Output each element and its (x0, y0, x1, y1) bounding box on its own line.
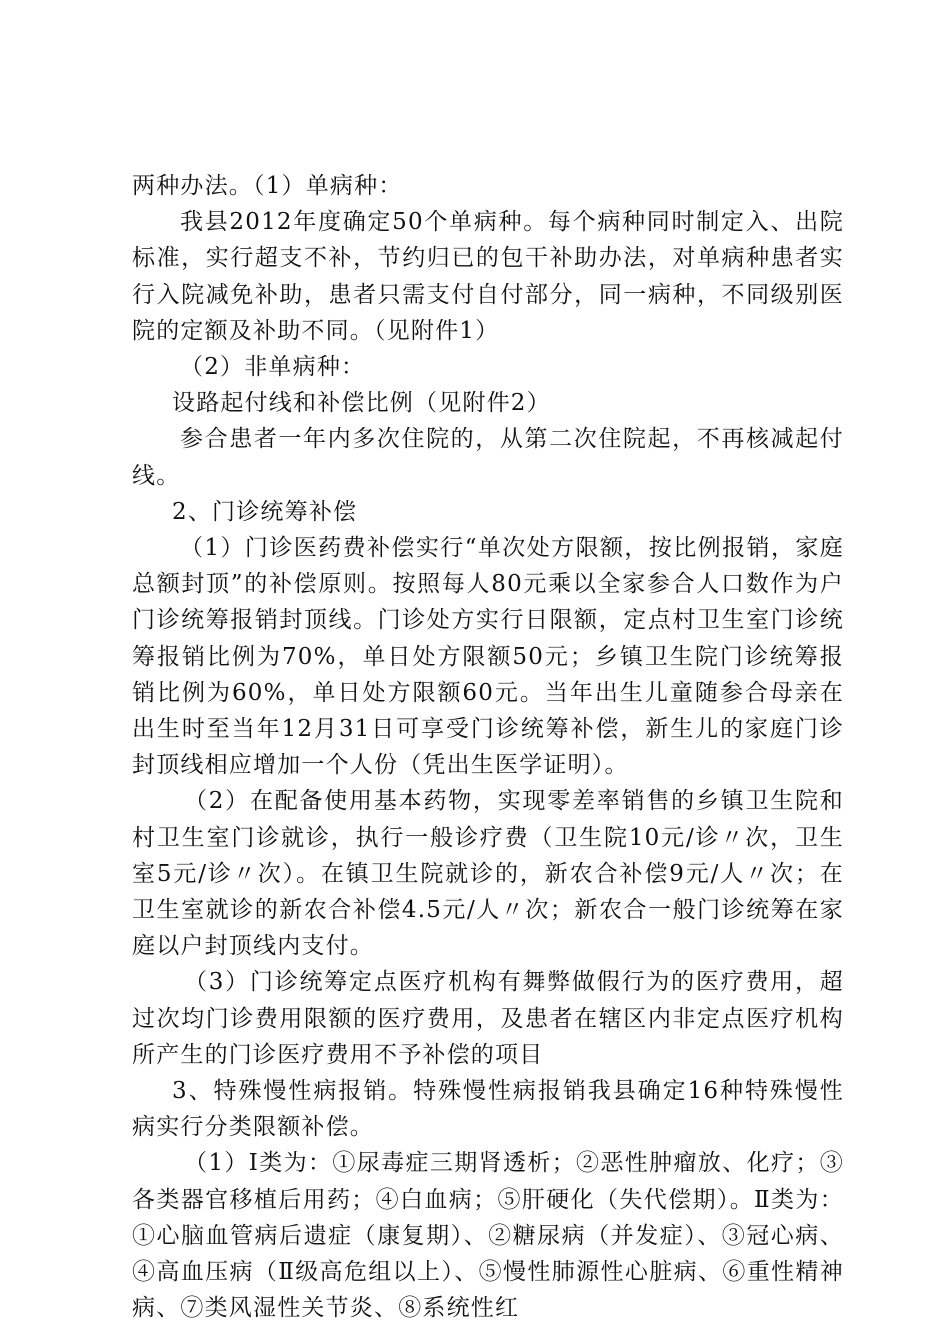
paragraph-essential-drugs: （2）在配备使用基本药物，实现零差率销售的乡镇卫生院和村卫生室门诊就诊，执行一般诊疗费（卫生院10元/诊〃次，卫生室5元/诊〃次）。在镇卫生院就诊的，新农合补偿9元/人〃次；在卫生室就诊的新农合补偿4.5元/人〃次；新农合一般门诊统筹在家庭以户封顶线内支付。 (132, 788, 844, 960)
paragraph-single-disease: 我县2012年度确定50个单病种。每个病种同时制定入、出院标准，实行超支不补，节约归已的包干补助办法，对单病种患者实行入院减免补助，患者只需支付自付部分，同一病种，不同级别医院的定额及补助不同。（见附件1） (132, 209, 844, 344)
section-heading-chronic-disease: 3、特殊慢性病报销。特殊慢性病报销我县确定16种特殊慢性病实行分类限额补偿。 (132, 1078, 844, 1141)
paragraph-outpatient-compensation: （1）门诊医药费补偿实行“单次处方限额，按比例报销，家庭总额封顶”的补偿原则。按照每人80元乘以全家参合人口数作为户门诊统筹报销封顶线。门诊处方实行日限额，定点村卫生室门诊统筹报销比例为70%，单日处方限额50元；乡镇卫生院门诊统筹报销比例为60%，单日处方限额60元。当年出生儿童随参合母亲在出生时至当年12月31日可享受门诊统筹补偿，新生儿的家庭门诊封顶线相应增加一个人份（凭出生医学证明）。 (132, 535, 844, 779)
paragraph-method-intro: 两种办法。（1）单病种： (132, 173, 403, 199)
paragraph-non-single-disease-heading: （2）非单病种： (180, 354, 366, 381)
section-heading-outpatient: 2、门诊统筹补偿 (172, 498, 358, 525)
paragraph-deductible-ratio: 设路起付线和补偿比例（见附件2） (172, 390, 551, 417)
paragraph-multiple-hospitalization: 参合患者一年内多次住院的，从第二次住院起，不再核减起付线。 (132, 426, 844, 489)
paragraph-chronic-categories: （1）Ⅰ类为：①尿毒症三期肾透析；②恶性肿瘤放、化疗；③各类器官移植后用药；④白血病；⑤肝硬化（失代偿期）。Ⅱ类为：①心脑血管病后遗症（康复期）、②糖尿病（并发症）、③冠心病、④高血压病（Ⅱ级高危组以上）、⑤慢性肺源性心脏病、⑥重性精神病、⑦类风湿性关节炎、⑧系统性红 (132, 1150, 844, 1322)
paragraph-fraud-exclusion: （3）门诊统筹定点医疗机构有舞弊做假行为的医疗费用，超过次均门诊费用限额的医疗费用，及患者在辖区内非定点医疗机构所产生的门诊医疗费用不予补偿的项目 (132, 969, 844, 1068)
document-body (132, 168, 844, 1327)
